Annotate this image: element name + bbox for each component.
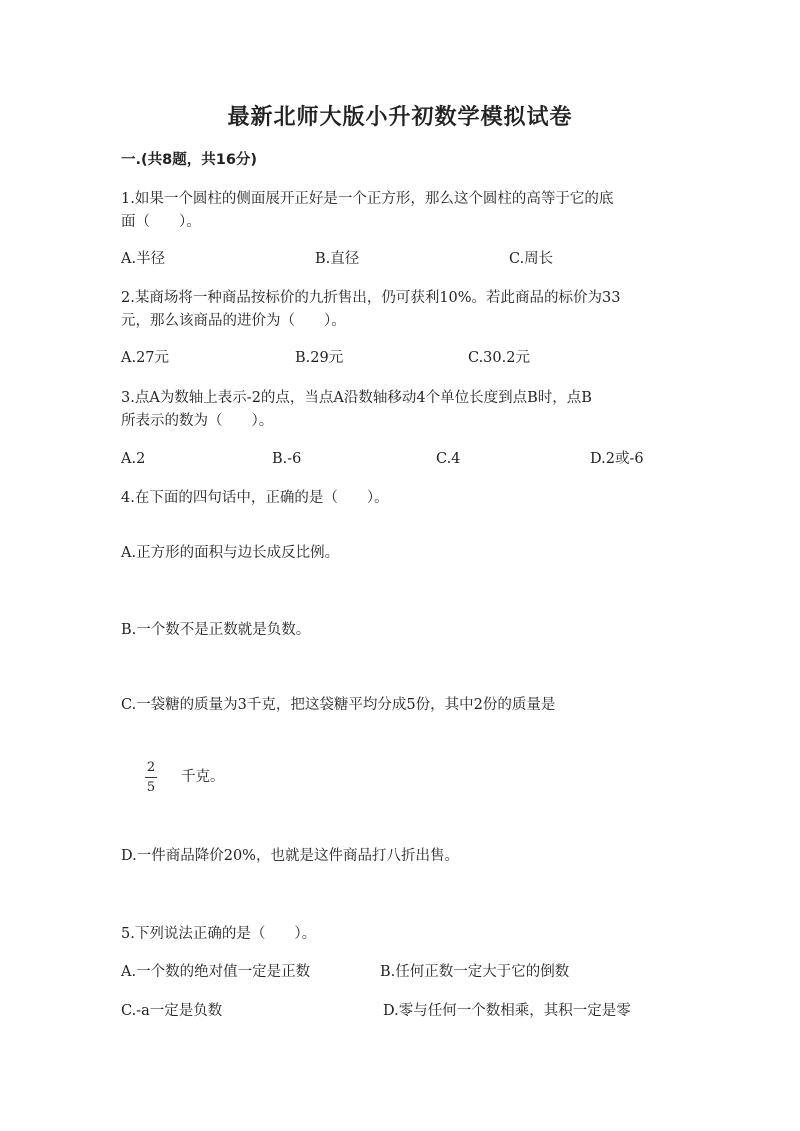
- question-4-option-d: D.一件商品降价20%，也就是这件商品打八折出售。: [121, 848, 459, 864]
- question-2-stem-line1: 2.某商场将一种商品按标价的九折售出，仍可获利10%。若此商品的标价为33: [121, 290, 621, 306]
- question-4-option-b: B.一个数不是正数就是负数。: [121, 622, 311, 638]
- question-3-option-b: B.-6: [272, 451, 302, 467]
- question-5-stem: 5.下列说法正确的是（ ）。: [121, 926, 317, 942]
- fraction-two-fifths: [143, 760, 159, 795]
- fraction-numerator: 2: [146, 760, 156, 775]
- question-1-stem-line2: 面（ ）。: [121, 214, 201, 230]
- question-2-option-b: B.29元: [295, 350, 344, 366]
- question-2-option-a: A.27元: [121, 350, 170, 366]
- question-1-option-a: A.半径: [121, 251, 166, 267]
- question-5-option-c: C.-a一定是负数: [121, 1003, 223, 1019]
- question-2-option-c: C.30.2元: [468, 350, 530, 366]
- page-title: 最新北师大版小升初数学模拟试卷: [227, 105, 573, 130]
- question-4-option-c-unit: 千克。: [181, 769, 225, 785]
- question-4-option-a: A.正方形的面积与边长成反比例。: [121, 545, 340, 561]
- question-5-option-d: D.零与任何一个数相乘，其积一定是零: [383, 1003, 631, 1019]
- question-4-stem: 4.在下面的四句话中，正确的是（ ）。: [121, 490, 389, 506]
- question-3-stem-line2: 所表示的数为（ ）。: [121, 413, 274, 429]
- section-heading: 一.(共8题，共16分): [121, 152, 258, 168]
- question-3-option-c: C.4: [436, 451, 461, 467]
- fraction-bar: [145, 777, 157, 778]
- question-2-stem-line2: 元，那么该商品的进价为（ ）。: [121, 313, 346, 329]
- question-4-option-c: C.一袋糖的质量为3千克，把这袋糖平均分成5份，其中2份的质量是: [121, 697, 556, 713]
- question-3-option-d: D.2或-6: [590, 451, 644, 467]
- question-3-stem-line1: 3.点A为数轴上表示-2的点，当点A沿数轴移动4个单位长度到点B时，点B: [121, 390, 592, 406]
- question-5-option-b: B.任何正数一定大于它的倒数: [380, 964, 570, 980]
- question-1-stem-line1: 1.如果一个圆柱的侧面展开正好是一个正方形，那么这个圆柱的高等于它的底: [121, 191, 614, 207]
- question-5-option-a: A.一个数的绝对值一定是正数: [121, 964, 311, 980]
- fraction-denominator: 5: [146, 780, 156, 795]
- question-1-option-c: C.周长: [509, 251, 554, 267]
- question-3-option-a: A.2: [121, 451, 146, 467]
- question-1-option-b: B.直径: [315, 251, 360, 267]
